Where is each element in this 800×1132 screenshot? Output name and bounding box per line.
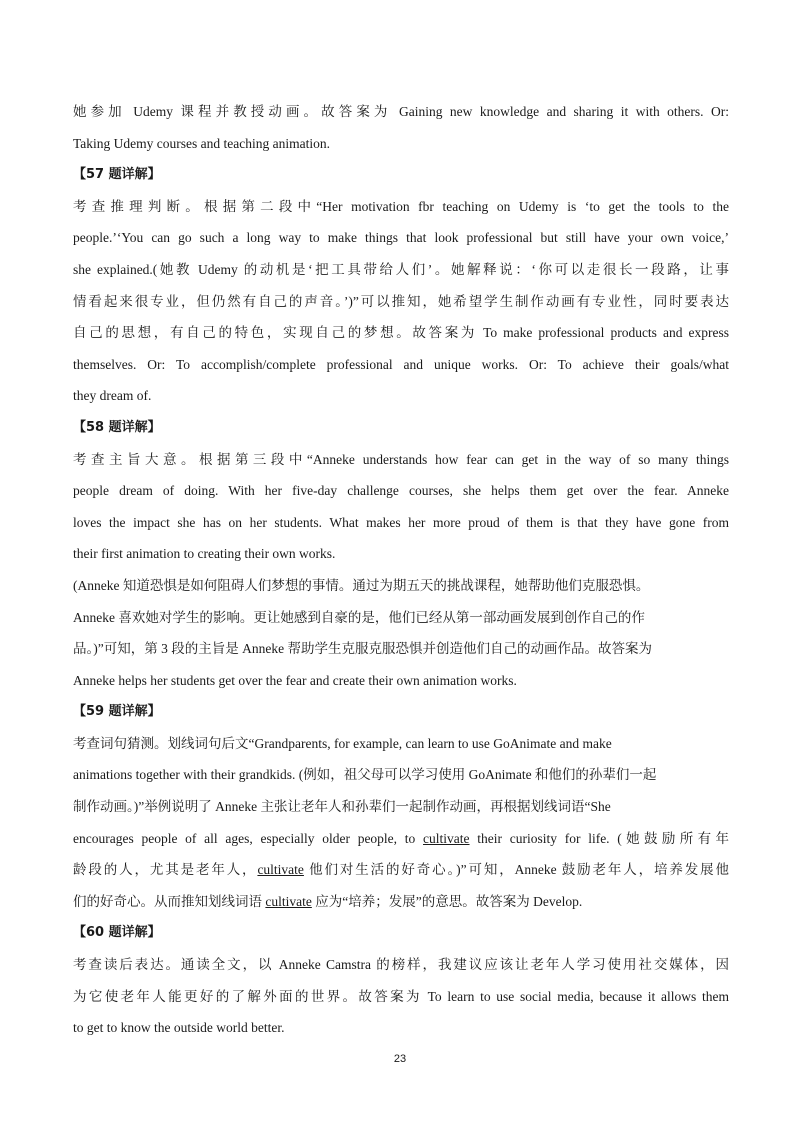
document-body <box>73 96 729 1044</box>
text-line: 为它使老年人能更好的了解外面的世界。故答案为 To learn to use social media, because it allows them <box>73 988 729 1004</box>
text-line: themselves. Or: To accomplish/complete professional and unique works. Or: To achieve their goals/what <box>73 356 729 372</box>
text-run: 龄段的人，尤其是老年人， <box>73 862 258 878</box>
text-line: 考查词句猜测。划线词句后文“Grandparents, for example, can learn to use GoAnimate and make <box>73 735 612 751</box>
text-run: 他们对生活的好奇心。)”可知，Anneke 鼓励老年人，培养发展他 <box>303 862 729 878</box>
section-heading: 【58 题详解】 <box>73 419 161 435</box>
text-run: encourages people of all ages, especially older people, to <box>73 830 424 846</box>
section-heading: 【57 题详解】 <box>73 167 161 183</box>
text-line: they dream of. <box>73 388 152 404</box>
text-run: their curiosity for life. (她鼓励所有年 <box>469 830 729 846</box>
text-line: she explained.(她教 Udemy 的动机是‘把工具带给人们’。她解释说：‘你可以走很长一段路，让事 <box>73 261 729 277</box>
text-line <box>73 823 729 855</box>
text-line: people.’‘You can go such a long way to make things that look professional but still have your own voice,’ <box>73 230 729 246</box>
text-line: 考查读后表达。通读全文，以 Anneke Camstra 的榜样，我建议应该让老年人学习使用社交媒体，因 <box>73 957 729 973</box>
text-line: people dream of doing. With her five-day challenge courses, she helps them get over the fear. Anneke <box>73 483 729 499</box>
page-number: 23 <box>393 1053 407 1065</box>
text-line <box>73 886 729 918</box>
text-line: 考查主旨大意。根据第三段中“Anneke understands how fear can get in the way of so many things <box>73 451 729 467</box>
underlined-word: cultivate <box>257 862 304 878</box>
text-line: 品。)”可知，第 3 段的主旨是 Anneke 帮助学生克服克服恐惧并创造他们自己的动画作品。故答案为 <box>73 641 652 657</box>
underlined-word: cultivate <box>265 893 312 909</box>
text-run: 应为“培养；发展”的意思。故答案为 Develop. <box>311 893 583 909</box>
text-line: to get to know the outside world better. <box>73 1020 285 1036</box>
text-line: Anneke helps her students get over the fear and create their own animation works. <box>73 672 517 688</box>
section-heading: 【60 题详解】 <box>73 925 161 941</box>
text-line: loves the impact she has on her students. What makes her more proud of them is that they have gone from <box>73 514 729 530</box>
text-line: Taking Udemy courses and teaching animation. <box>73 135 330 151</box>
text-line: 制作动画。)”举例说明了 Anneke 主张让老年人和孙辈们一起制作动画，再根据划线词语“She <box>73 799 611 815</box>
text-line: 情看起来很专业，但仍然有自己的声音。’)”可以推知，她希望学生制作动画有专业性，同时要表达 <box>73 293 729 309</box>
section-heading: 【59 题详解】 <box>73 704 161 720</box>
text-line: 考查推理判断。根据第二段中“Her motivation fbr teaching on Udemy is ‘to get the tools to the <box>73 198 729 214</box>
text-line: Anneke 喜欢她对学生的影响。更让她感到自豪的是，他们已经从第一部动画发展到创作自己的作 <box>73 609 645 625</box>
text-line: animations together with their grandkids. (例如，祖父母可以学习使用 GoAnimate 和他们的孙辈们一起 <box>73 767 657 783</box>
text-line: 自己的思想，有自己的特色，实现自己的梦想。故答案为 To make professional products and express <box>73 325 729 341</box>
text-line: their first animation to creating their own works. <box>73 546 336 562</box>
text-run: 们的好奇心。从而推知划线词语 <box>73 893 266 909</box>
text-line <box>73 854 729 886</box>
text-line: 她参加 Udemy 课程并教授动画。故答案为 Gaining new knowledge and sharing it with others. Or: <box>73 104 729 119</box>
text-line: (Anneke 知道恐惧是如何阻碍人们梦想的事情。通过为期五天的挑战课程，她帮助他们克服恐惧。 <box>73 577 650 593</box>
underlined-word: cultivate <box>423 830 470 846</box>
